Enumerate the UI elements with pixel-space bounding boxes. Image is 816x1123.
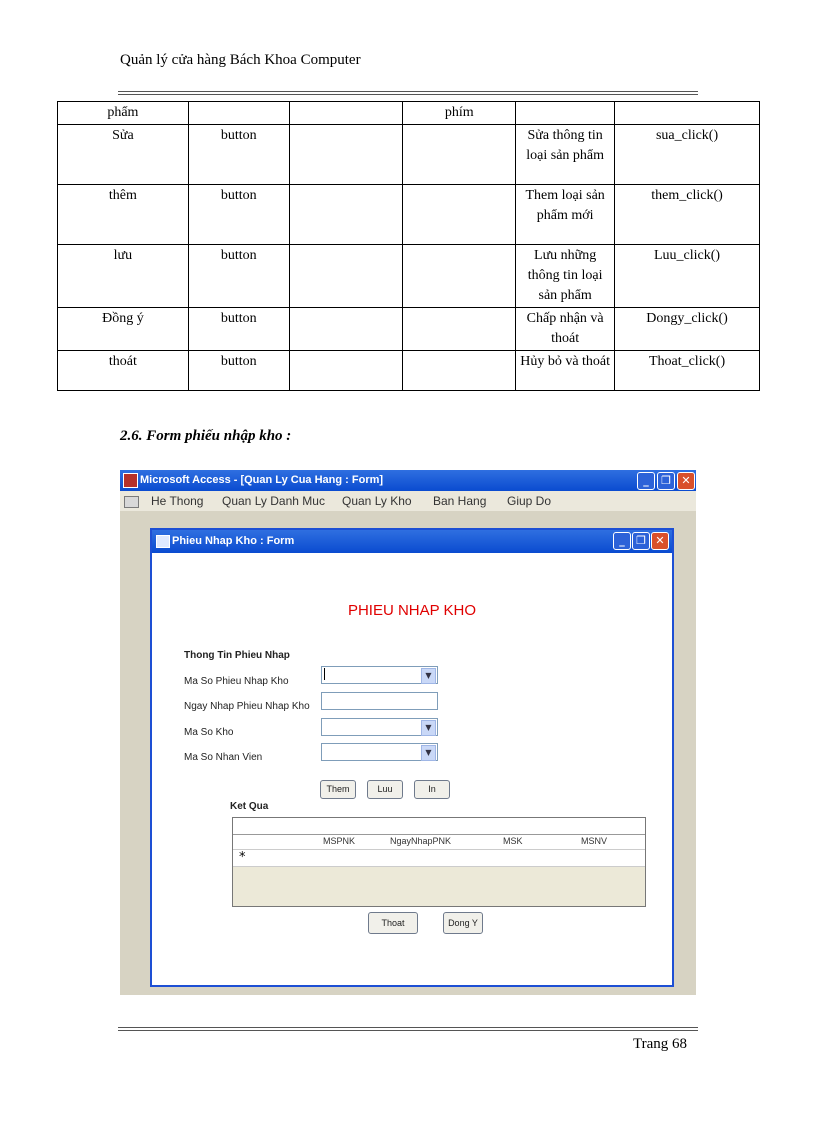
them-button[interactable]: Them [320,780,356,799]
table-cell [516,102,615,125]
table-cell: phẩm [58,102,189,125]
table-cell: Sửa thông tin loại sản phẩm [516,125,615,185]
table-row [58,308,760,351]
form-heading: PHIEU NHAP KHO [347,602,477,619]
table-row [58,245,760,308]
maximize-icon[interactable]: ❐ [657,472,675,490]
table-cell: thêm [58,185,189,245]
close-icon[interactable]: ✕ [677,472,695,490]
menu-bar [120,491,696,511]
form-titlebar [152,530,672,553]
form-close-icon[interactable]: ✕ [651,532,669,550]
table-cell: button [188,351,289,391]
section-title: 2.6. Form phiếu nhập kho : [120,428,292,444]
table-row [58,351,760,391]
table-cell [403,125,516,185]
datasheet-header [233,835,645,850]
table-cell [403,308,516,351]
form-title: Phieu Nhap Kho : Form [172,535,295,547]
table-cell: thoát [58,351,189,391]
table-cell: Lưu những thông tin loại sản phẩm [516,245,615,308]
table-cell: Hủy bỏ và thoát [516,351,615,391]
ma-so-nhan-vien-combo[interactable] [321,743,438,761]
control-spec-table [57,101,760,391]
footer-rule [118,1027,698,1031]
table-cell [289,245,403,308]
form-minimize-icon[interactable]: _ [613,532,631,550]
menu-he-thong[interactable]: He Thong [151,494,204,508]
table-cell: button [188,308,289,351]
dong-y-button[interactable]: Dong Y [443,912,483,934]
table-cell: Luu_click() [615,245,760,308]
table-cell [289,185,403,245]
access-screenshot [120,470,696,995]
app-title: Microsoft Access - [Quan Ly Cua Hang : Form] [140,474,384,486]
ma-so-phieu-nhap-kho-combo[interactable] [321,666,438,684]
chevron-down-icon[interactable]: ▼ [421,720,436,736]
luu-button[interactable]: Luu [367,780,403,799]
table-cell: Đồng ý [58,308,189,351]
table-cell: sua_click() [615,125,760,185]
group-label: Thong Tin Phieu Nhap [184,650,290,661]
column-header-msk[interactable]: MSK [503,836,523,846]
ma-so-kho-combo[interactable] [321,718,438,736]
thoat-button[interactable]: Thoat [368,912,418,934]
new-record-marker: * [239,850,246,865]
column-header-msnv[interactable]: MSNV [581,836,608,846]
column-header-mspnk[interactable]: MSPNK [323,836,356,846]
text-cursor [324,668,325,680]
form-window [150,528,674,987]
field-label-ma-so-nhan-vien: Ma So Nhan Vien [184,752,263,763]
datasheet-top-band [233,818,645,835]
form-maximize-icon[interactable]: ❐ [632,532,650,550]
chevron-down-icon[interactable]: ▼ [421,668,436,684]
column-header-ngaynhappnk[interactable]: NgayNhapPNK [390,836,452,846]
table-cell: Dongy_click() [615,308,760,351]
table-cell: phím [403,102,516,125]
table-cell [615,102,760,125]
new-record-row[interactable] [233,850,645,867]
menu-form-icon [124,496,139,508]
table-cell: Thoat_click() [615,351,760,391]
table-cell [289,102,403,125]
field-label-ma-so-phieu: Ma So Phieu Nhap Kho [184,676,289,687]
table-cell: button [188,125,289,185]
access-app-icon [123,473,138,488]
table-cell [289,125,403,185]
table-cell [289,351,403,391]
table-cell: them_click() [615,185,760,245]
form-icon [156,535,170,548]
table-cell: Them loại sản phẩm mới [516,185,615,245]
field-label-ma-so-kho: Ma So Kho [184,727,234,738]
menu-quan-ly-danh-muc[interactable]: Quan Ly Danh Muc [222,494,325,508]
menu-giup-do[interactable]: Giup Do [507,494,552,508]
in-button[interactable]: In [414,780,450,799]
table-cell: lưu [58,245,189,308]
document-header-title: Quản lý cửa hàng Bách Khoa Computer [120,52,361,68]
table-cell [403,351,516,391]
table-cell [289,308,403,351]
minimize-icon[interactable]: _ [637,472,655,490]
chevron-down-icon[interactable]: ▼ [421,745,436,761]
table-cell: Sửa [58,125,189,185]
result-datasheet [232,817,646,907]
app-titlebar [120,470,696,491]
header-rule [118,91,698,95]
table-row [58,185,760,245]
field-label-ngay-nhap: Ngay Nhap Phieu Nhap Kho [184,701,310,712]
table-cell: button [188,245,289,308]
table-cell: Chấp nhận và thoát [516,308,615,351]
ngay-nhap-phieu-nhap-kho-input[interactable] [321,692,438,710]
menu-ban-hang[interactable]: Ban Hang [433,494,487,508]
table-row [58,102,760,125]
menu-quan-ly-kho[interactable]: Quan Ly Kho [342,494,412,508]
table-cell: button [188,185,289,245]
table-cell [403,185,516,245]
result-label: Ket Qua [230,801,269,812]
table-cell [403,245,516,308]
table-row [58,125,760,185]
page-number: Trang 68 [633,1036,688,1052]
table-cell [188,102,289,125]
